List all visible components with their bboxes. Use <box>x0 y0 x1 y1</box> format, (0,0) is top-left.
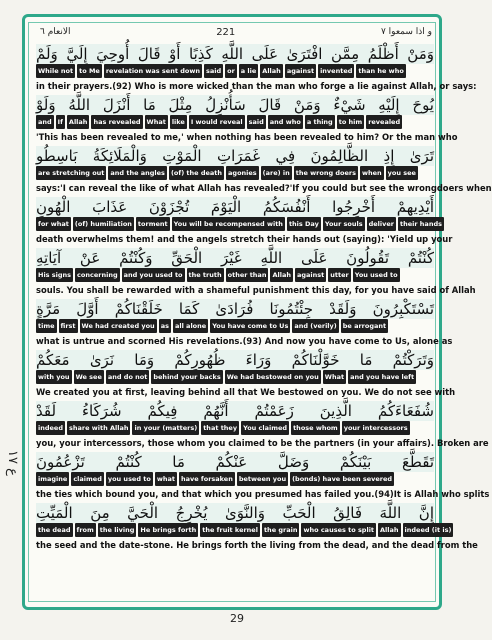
word-gloss: and you used to <box>122 268 185 282</box>
word-gloss: You used to <box>353 268 400 282</box>
word-gloss: (bonds) have been severed <box>290 472 394 486</box>
translation-line <box>34 386 456 400</box>
word-gloss: While not <box>36 64 75 78</box>
word-gloss: the dead <box>36 523 73 537</box>
translation-line <box>34 539 478 553</box>
word-gloss: this Day <box>287 217 321 231</box>
translation-line <box>34 488 490 502</box>
word-gloss: and the angles <box>108 166 167 180</box>
word-gloss: concerning <box>75 268 120 282</box>
word-gloss: Allah <box>260 64 283 78</box>
word-glosses <box>36 268 434 282</box>
word-gloss: indeed <box>36 421 65 435</box>
word-gloss: behind your backs <box>151 370 222 384</box>
surah-name: الانعام ٦ <box>40 27 71 37</box>
page-content <box>34 44 492 600</box>
translation-line <box>34 284 476 298</box>
word-gloss: you used to <box>106 472 153 486</box>
word-gloss: What <box>323 370 346 384</box>
translation-text: 'This has been revealed to me,' when nothing has been revealed to him? Or the man who <box>36 132 458 142</box>
word-glosses <box>36 319 434 333</box>
word-gloss: the living <box>98 523 137 537</box>
word-gloss: imagine <box>36 472 69 486</box>
word-gloss: their hands <box>398 217 444 231</box>
word-gloss: a thing <box>305 115 335 129</box>
word-glosses <box>36 370 434 384</box>
translation-text: souls. You shall be rewarded with a shameful punishment this day, for you have said of Allah <box>36 285 476 295</box>
word-gloss: other than <box>226 268 269 282</box>
word-gloss: to Me <box>77 64 102 78</box>
word-gloss: as <box>159 319 171 333</box>
page-header <box>40 24 432 40</box>
word-gloss: with you <box>36 370 72 384</box>
word-gloss: against <box>285 64 316 78</box>
word-glosses <box>36 421 434 435</box>
word-gloss: deliver <box>367 217 396 231</box>
word-gloss: revelation was sent down <box>104 64 202 78</box>
word-gloss: You claimed <box>241 421 289 435</box>
word-gloss: and you have left <box>348 370 416 384</box>
word-gloss: against <box>295 268 326 282</box>
arabic-line <box>34 197 442 231</box>
word-gloss: share with Allah <box>67 421 131 435</box>
word-gloss: the fruit kernel <box>200 523 260 537</box>
word-gloss: be arrogant <box>341 319 388 333</box>
translation-text: the ties which bound you, and that which you presumed has failed you.(94)It is Allah who splits <box>36 489 490 499</box>
word-gloss: He brings forth <box>138 523 198 537</box>
word-gloss: than he who <box>356 64 405 78</box>
translation-text: in their prayers.(92) Who is more wicked than the man who forge a lie against Allah, or says: <box>36 81 477 91</box>
word-gloss: indeed (it is) <box>403 523 454 537</box>
translation-line <box>34 233 453 247</box>
arabic-line <box>34 299 436 333</box>
word-gloss: to him <box>337 115 364 129</box>
word-glosses <box>36 115 434 129</box>
translation-line <box>34 131 458 145</box>
translation-line <box>34 80 477 94</box>
arabic-text: أَيْدِيهِمْ أَخْرِجُوا أَنْفُسَكُمُ الْيَوْمَ تُجْزَوْنَ عَذَابَ الْهُونِ <box>36 198 434 216</box>
word-gloss: has revealed <box>91 115 142 129</box>
word-gloss: claimed <box>71 472 104 486</box>
translation-line <box>34 182 492 196</box>
word-gloss: We see <box>74 370 104 384</box>
translation-text: the seed and the date-stone. He brings forth the living from the dead, and the dead from the <box>36 540 478 550</box>
word-glosses <box>36 523 452 537</box>
word-gloss: said <box>204 64 223 78</box>
word-gloss: Allah <box>270 268 293 282</box>
word-gloss: who causes to split <box>301 523 376 537</box>
word-gloss: Allah <box>67 115 90 129</box>
arabic-line <box>34 350 436 384</box>
word-gloss: have forsaken <box>179 472 235 486</box>
word-gloss: and who <box>268 115 303 129</box>
word-gloss: I would reveal <box>189 115 245 129</box>
word-gloss: We had created you <box>80 319 157 333</box>
word-glosses <box>36 64 434 78</box>
word-gloss: Allah <box>378 523 401 537</box>
arabic-text: تَسْتَكْبِرُونَ وَلَقَدْ جِئْتُمُونَا فُرَادَىٰ كَمَا خَلَقْنَاكُمْ أَوَّلَ مَرَّةٍ <box>36 300 434 318</box>
word-gloss: what <box>155 472 177 486</box>
translation-text: says:'I can reveal the like of what Allah has revealed?'If you could but see the wrongdoers when <box>36 183 492 193</box>
word-gloss: torment <box>136 217 170 231</box>
word-gloss: or <box>225 64 237 78</box>
arabic-text: كُنْتُمْ تَقُولُونَ عَلَى اللَّهِ غَيْرَ الْحَقِّ وَكُنْتُمْ عَنْ آيَاتِهِ <box>36 249 434 267</box>
word-gloss: first <box>59 319 78 333</box>
footer-page-number: 29 <box>230 612 244 625</box>
arabic-line <box>34 146 436 180</box>
word-gloss: the wrong doers <box>294 166 358 180</box>
word-gloss: your intercessors <box>342 421 410 435</box>
arabic-line <box>34 503 452 537</box>
ruku-marker: ع ١٧ <box>5 450 20 476</box>
word-gloss: the grain <box>262 523 300 537</box>
juz-name: و اذا سمعوا ٧ <box>380 27 432 37</box>
arabic-line <box>34 452 436 486</box>
arabic-text: إِنَّ اللَّهَ فَالِقُ الْحَبِّ وَالنَّوَىٰ يُخْرِجُ الْحَيَّ مِنَ الْمَيِّتِ <box>36 504 434 522</box>
word-glosses <box>36 472 434 486</box>
word-gloss: all alone <box>173 319 208 333</box>
word-gloss: If <box>56 115 65 129</box>
arabic-text: وَتَرَكْتُمْ مَا خَوَّلْنَاكُمْ وَرَاءَ ظُهُورِكُمْ وَمَا نَرَىٰ مَعَكُمْ <box>36 351 434 369</box>
word-gloss: those whom <box>291 421 340 435</box>
word-gloss: time <box>36 319 57 333</box>
word-gloss: between you <box>237 472 288 486</box>
word-gloss: are stretching out <box>36 166 106 180</box>
word-gloss: like <box>170 115 187 129</box>
word-gloss: You will be recompensed with <box>172 217 285 231</box>
word-gloss: and (verily) <box>292 319 338 333</box>
arabic-line <box>34 248 436 282</box>
translation-line <box>34 437 489 451</box>
word-gloss: revealed <box>366 115 402 129</box>
word-gloss: Your souls <box>323 217 365 231</box>
word-gloss: the truth <box>187 268 224 282</box>
word-glosses <box>36 217 442 231</box>
word-gloss: a lie <box>239 64 259 78</box>
arabic-line <box>34 401 436 435</box>
translation-text: what is untrue and scorned His revelations.(93) And now you have come to Us, alone as <box>36 336 453 346</box>
translation-text: We created you at first, leaving behind all that We bestowed on you. We do not see with <box>36 387 456 397</box>
arabic-text: وَمَنْ أَظْلَمُ مِمَّنِ افْتَرَىٰ عَلَى اللَّهِ كَذِبًا أَوْ قَالَ أُوحِيَ إِلَيَّ وَلَمْ <box>36 45 434 63</box>
word-gloss: you see <box>386 166 418 180</box>
translation-text: you, your intercessors, those whom you claimed to be the partners (in your affairs). Broken are <box>36 438 489 448</box>
word-gloss: (are) in <box>261 166 292 180</box>
word-gloss: agonies <box>226 166 259 180</box>
word-gloss: in your (matters) <box>132 421 199 435</box>
arabic-text: تَرَىٰ إِذِ الظَّالِمُونَ فِي غَمَرَاتِ الْمَوْتِ وَالْمَلَائِكَةُ بَاسِطُو <box>36 147 434 165</box>
word-gloss: from <box>75 523 96 537</box>
word-gloss: invented <box>318 64 354 78</box>
word-gloss: for what <box>36 217 71 231</box>
word-gloss: (of) humiliation <box>73 217 134 231</box>
arabic-text: يُوحَ إِلَيْهِ شَيْءٌ وَمَنْ قَالَ سَأُنْزِلُ مِثْلَ مَا أَنْزَلَ اللَّهُ وَلَوْ <box>36 96 434 114</box>
word-gloss: You have come to Us <box>210 319 290 333</box>
arabic-line <box>34 44 436 78</box>
word-gloss: when <box>360 166 384 180</box>
header-page-number: 221 <box>216 26 236 38</box>
word-gloss: said <box>247 115 266 129</box>
word-gloss: (of) the death <box>169 166 224 180</box>
word-glosses <box>36 166 434 180</box>
word-gloss: utter <box>328 268 350 282</box>
word-gloss: that they <box>201 421 239 435</box>
word-gloss: and <box>36 115 54 129</box>
translation-line <box>34 335 453 349</box>
arabic-line <box>34 95 436 129</box>
word-gloss: We had bestowed on you <box>225 370 321 384</box>
translation-text: death overwhelms them! and the angels stretch their hands out (saying): 'Yield up your <box>36 234 453 244</box>
arabic-text: شُفَعَاءَكُمُ الَّذِينَ زَعَمْتُمْ أَنَّهُمْ فِيكُمْ شُرَكَاءُ لَقَدْ <box>36 402 434 420</box>
word-gloss: His signs <box>36 268 73 282</box>
word-gloss: What <box>145 115 168 129</box>
word-gloss: and do not <box>106 370 150 384</box>
arabic-text: تَقَطَّعَ بَيْنَكُمْ وَضَلَّ عَنْكُمْ مَا كُنْتُمْ تَزْعُمُونَ <box>36 453 434 471</box>
